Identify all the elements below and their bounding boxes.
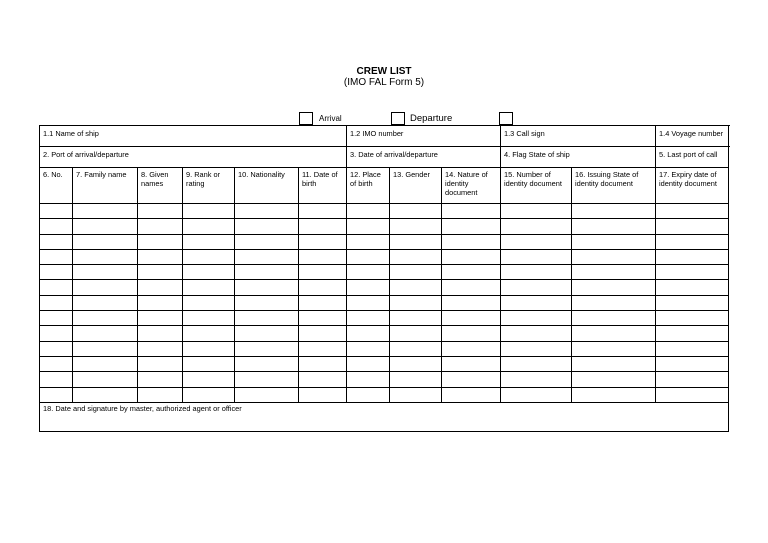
- table-cell[interactable]: [138, 356, 183, 371]
- table-cell[interactable]: [572, 265, 656, 280]
- col-header-rank: 9. Rank or rating: [183, 168, 235, 204]
- table-cell[interactable]: [138, 387, 183, 402]
- table-cell[interactable]: [501, 280, 572, 295]
- table-cell[interactable]: [299, 249, 347, 264]
- table-row: [40, 280, 729, 295]
- table-cell[interactable]: [40, 265, 73, 280]
- table-cell[interactable]: [138, 295, 183, 310]
- table-cell[interactable]: [390, 356, 442, 371]
- table-cell[interactable]: [572, 326, 656, 341]
- table-cell[interactable]: [442, 249, 501, 264]
- table-cell[interactable]: [572, 204, 656, 219]
- table-cell[interactable]: [501, 372, 572, 387]
- table-row: [40, 372, 729, 387]
- table-cell[interactable]: [73, 311, 138, 326]
- form-title: CREW LIST: [356, 66, 412, 77]
- table-cell[interactable]: [183, 295, 235, 310]
- table-cell[interactable]: [442, 326, 501, 341]
- crew-list-table: [39, 125, 729, 432]
- call-sign-field[interactable]: 1.3 Call sign: [501, 126, 656, 147]
- table-cell[interactable]: [299, 280, 347, 295]
- table-cell[interactable]: [390, 311, 442, 326]
- table-cell[interactable]: [73, 341, 138, 356]
- table-cell[interactable]: [656, 249, 729, 264]
- table-cell[interactable]: [235, 265, 299, 280]
- table-cell[interactable]: [501, 219, 572, 234]
- table-cell[interactable]: [138, 249, 183, 264]
- table-cell[interactable]: [40, 372, 73, 387]
- table-cell[interactable]: [347, 326, 390, 341]
- ship-info-row: [40, 126, 729, 147]
- table-cell[interactable]: [235, 295, 299, 310]
- table-cell[interactable]: [656, 326, 729, 341]
- table-cell[interactable]: [347, 387, 390, 402]
- table-cell[interactable]: [138, 372, 183, 387]
- table-cell[interactable]: [299, 356, 347, 371]
- table-cell[interactable]: [235, 356, 299, 371]
- column-header-row: [40, 168, 729, 204]
- table-cell[interactable]: [572, 311, 656, 326]
- signature-row: [40, 402, 729, 431]
- table-cell[interactable]: [656, 295, 729, 310]
- table-cell[interactable]: [442, 356, 501, 371]
- table-cell[interactable]: [183, 219, 235, 234]
- table-cell[interactable]: [347, 204, 390, 219]
- crew-rows: [40, 204, 729, 403]
- table-cell[interactable]: [656, 265, 729, 280]
- table-cell[interactable]: [235, 249, 299, 264]
- table-cell[interactable]: [347, 280, 390, 295]
- table-row: [40, 356, 729, 371]
- table-cell[interactable]: [183, 356, 235, 371]
- table-cell[interactable]: [347, 219, 390, 234]
- col-header-date-of-birth: 11. Date of birth: [299, 168, 347, 204]
- table-cell[interactable]: [572, 295, 656, 310]
- table-cell[interactable]: [299, 265, 347, 280]
- table-cell[interactable]: [235, 387, 299, 402]
- col-header-place-of-birth: 12. Place of birth: [347, 168, 390, 204]
- table-cell[interactable]: [299, 326, 347, 341]
- table-cell[interactable]: [656, 387, 729, 402]
- table-row: [40, 265, 729, 280]
- table-cell[interactable]: [73, 356, 138, 371]
- table-cell[interactable]: [347, 356, 390, 371]
- col-header-id-number: 15. Number of identity document: [501, 168, 572, 204]
- table-cell[interactable]: [390, 295, 442, 310]
- arrival-checkbox-left[interactable]: [299, 112, 313, 125]
- table-cell[interactable]: [572, 341, 656, 356]
- table-row: [40, 326, 729, 341]
- table-cell[interactable]: [73, 249, 138, 264]
- table-cell[interactable]: [40, 234, 73, 249]
- table-cell[interactable]: [299, 372, 347, 387]
- table-cell[interactable]: [73, 265, 138, 280]
- table-cell[interactable]: [390, 326, 442, 341]
- table-cell[interactable]: [299, 204, 347, 219]
- signature-field[interactable]: 18. Date and signature by master, authorized agent or officer: [40, 402, 729, 431]
- table-cell[interactable]: [656, 234, 729, 249]
- table-cell[interactable]: [73, 372, 138, 387]
- col-header-family-name: 7. Family name: [73, 168, 138, 204]
- table-cell[interactable]: [235, 280, 299, 295]
- table-cell[interactable]: [138, 234, 183, 249]
- table-cell[interactable]: [442, 280, 501, 295]
- table-cell[interactable]: [390, 234, 442, 249]
- table-cell[interactable]: [235, 372, 299, 387]
- table-cell[interactable]: [501, 249, 572, 264]
- table-cell[interactable]: [442, 387, 501, 402]
- arrival-checkbox[interactable]: [391, 112, 405, 125]
- table-cell[interactable]: [235, 326, 299, 341]
- table-cell[interactable]: [656, 341, 729, 356]
- table-row: [40, 204, 729, 219]
- table-cell[interactable]: [235, 341, 299, 356]
- table-cell[interactable]: [235, 234, 299, 249]
- table-cell[interactable]: [40, 326, 73, 341]
- col-header-gender: 13. Gender: [390, 168, 442, 204]
- table-cell[interactable]: [138, 280, 183, 295]
- table-cell[interactable]: [40, 341, 73, 356]
- name-of-ship-field[interactable]: 1.1 Name of ship: [40, 126, 347, 147]
- table-cell[interactable]: [183, 234, 235, 249]
- table-cell[interactable]: [390, 204, 442, 219]
- table-cell[interactable]: [40, 295, 73, 310]
- table-cell[interactable]: [40, 356, 73, 371]
- table-cell[interactable]: [501, 204, 572, 219]
- table-cell[interactable]: [73, 204, 138, 219]
- table-cell[interactable]: [572, 387, 656, 402]
- table-cell[interactable]: [442, 341, 501, 356]
- table-cell[interactable]: [572, 372, 656, 387]
- table-cell[interactable]: [299, 234, 347, 249]
- table-row: [40, 234, 729, 249]
- flag-state-field[interactable]: 4. Flag State of ship: [501, 147, 656, 168]
- col-header-expiry-date: 17. Expiry date of identity document: [656, 168, 729, 204]
- table-cell[interactable]: [299, 341, 347, 356]
- table-row: [40, 311, 729, 326]
- table-cell[interactable]: [347, 249, 390, 264]
- table-cell[interactable]: [442, 204, 501, 219]
- table-cell[interactable]: [390, 280, 442, 295]
- table-cell[interactable]: [183, 341, 235, 356]
- table-cell[interactable]: [572, 280, 656, 295]
- table-row: [40, 295, 729, 310]
- table-cell[interactable]: [572, 219, 656, 234]
- table-cell[interactable]: [347, 234, 390, 249]
- col-header-given-names: 8. Given names: [138, 168, 183, 204]
- table-cell[interactable]: [183, 249, 235, 264]
- table-cell[interactable]: [442, 234, 501, 249]
- table-cell[interactable]: [138, 341, 183, 356]
- table-cell[interactable]: [347, 372, 390, 387]
- table-cell[interactable]: [347, 265, 390, 280]
- table-cell[interactable]: [138, 219, 183, 234]
- table-cell[interactable]: [40, 249, 73, 264]
- table-cell[interactable]: [572, 356, 656, 371]
- table-row: [40, 387, 729, 402]
- table-cell[interactable]: [73, 280, 138, 295]
- table-cell[interactable]: [442, 219, 501, 234]
- table-cell[interactable]: [235, 204, 299, 219]
- table-cell[interactable]: [73, 295, 138, 310]
- departure-checkbox[interactable]: [499, 112, 513, 125]
- col-header-no: 6. No.: [40, 168, 73, 204]
- table-cell[interactable]: [501, 234, 572, 249]
- col-header-id-nature: 14. Nature of identity document: [442, 168, 501, 204]
- table-cell[interactable]: [656, 372, 729, 387]
- voyage-number-field[interactable]: 1.4 Voyage number: [656, 126, 729, 147]
- table-cell[interactable]: [138, 204, 183, 219]
- table-cell[interactable]: [572, 249, 656, 264]
- table-cell[interactable]: [40, 219, 73, 234]
- table-cell[interactable]: [183, 311, 235, 326]
- table-cell[interactable]: [138, 326, 183, 341]
- table-cell[interactable]: [390, 219, 442, 234]
- table-cell[interactable]: [501, 326, 572, 341]
- table-row: [40, 219, 729, 234]
- table-cell[interactable]: [299, 387, 347, 402]
- table-cell[interactable]: [656, 311, 729, 326]
- table-cell[interactable]: [656, 356, 729, 371]
- table-cell[interactable]: [138, 311, 183, 326]
- table-cell[interactable]: [390, 387, 442, 402]
- table-cell[interactable]: [347, 295, 390, 310]
- form-subtitle: (IMO FAL Form 5): [343, 77, 425, 88]
- table-row: [40, 341, 729, 356]
- table-cell[interactable]: [73, 234, 138, 249]
- port-info-row: [40, 147, 729, 168]
- table-cell[interactable]: [442, 311, 501, 326]
- table-cell[interactable]: [183, 326, 235, 341]
- table-cell[interactable]: [347, 311, 390, 326]
- table-cell[interactable]: [183, 204, 235, 219]
- table-cell[interactable]: [390, 265, 442, 280]
- table-cell[interactable]: [299, 219, 347, 234]
- table-cell[interactable]: [40, 387, 73, 402]
- table-cell[interactable]: [235, 311, 299, 326]
- table-cell[interactable]: [40, 204, 73, 219]
- table-cell[interactable]: [501, 341, 572, 356]
- table-cell[interactable]: [390, 249, 442, 264]
- arrival-label: Arrival: [319, 114, 342, 123]
- departure-label: Departure: [410, 113, 453, 124]
- table-cell[interactable]: [40, 311, 73, 326]
- table-cell[interactable]: [73, 326, 138, 341]
- port-arrival-departure-field[interactable]: 2. Port of arrival/departure: [40, 147, 347, 168]
- table-cell[interactable]: [299, 311, 347, 326]
- table-cell[interactable]: [183, 280, 235, 295]
- table-cell[interactable]: [183, 387, 235, 402]
- table-cell[interactable]: [656, 219, 729, 234]
- table-cell[interactable]: [299, 295, 347, 310]
- table-cell[interactable]: [138, 265, 183, 280]
- table-cell[interactable]: [501, 356, 572, 371]
- table-cell[interactable]: [442, 295, 501, 310]
- table-cell[interactable]: [390, 341, 442, 356]
- table-cell[interactable]: [501, 311, 572, 326]
- table-cell[interactable]: [442, 372, 501, 387]
- table-cell[interactable]: [73, 219, 138, 234]
- table-cell[interactable]: [183, 372, 235, 387]
- date-arrival-departure-field[interactable]: 3. Date of arrival/departure: [347, 147, 501, 168]
- table-cell[interactable]: [501, 387, 572, 402]
- table-cell[interactable]: [656, 204, 729, 219]
- last-port-of-call-field[interactable]: 5. Last port of call: [656, 147, 729, 168]
- col-header-issuing-state: 16. Issuing State of identity document: [572, 168, 656, 204]
- table-cell[interactable]: [501, 295, 572, 310]
- table-cell[interactable]: [40, 280, 73, 295]
- table-row: [40, 249, 729, 264]
- table-cell[interactable]: [572, 234, 656, 249]
- table-cell[interactable]: [656, 280, 729, 295]
- table-cell[interactable]: [347, 341, 390, 356]
- table-cell[interactable]: [73, 387, 138, 402]
- table-cell[interactable]: [390, 372, 442, 387]
- imo-number-field[interactable]: 1.2 IMO number: [347, 126, 501, 147]
- table-cell[interactable]: [501, 265, 572, 280]
- col-header-nationality: 10. Nationality: [235, 168, 299, 204]
- table-cell[interactable]: [183, 265, 235, 280]
- table-cell[interactable]: [442, 265, 501, 280]
- table-cell[interactable]: [235, 219, 299, 234]
